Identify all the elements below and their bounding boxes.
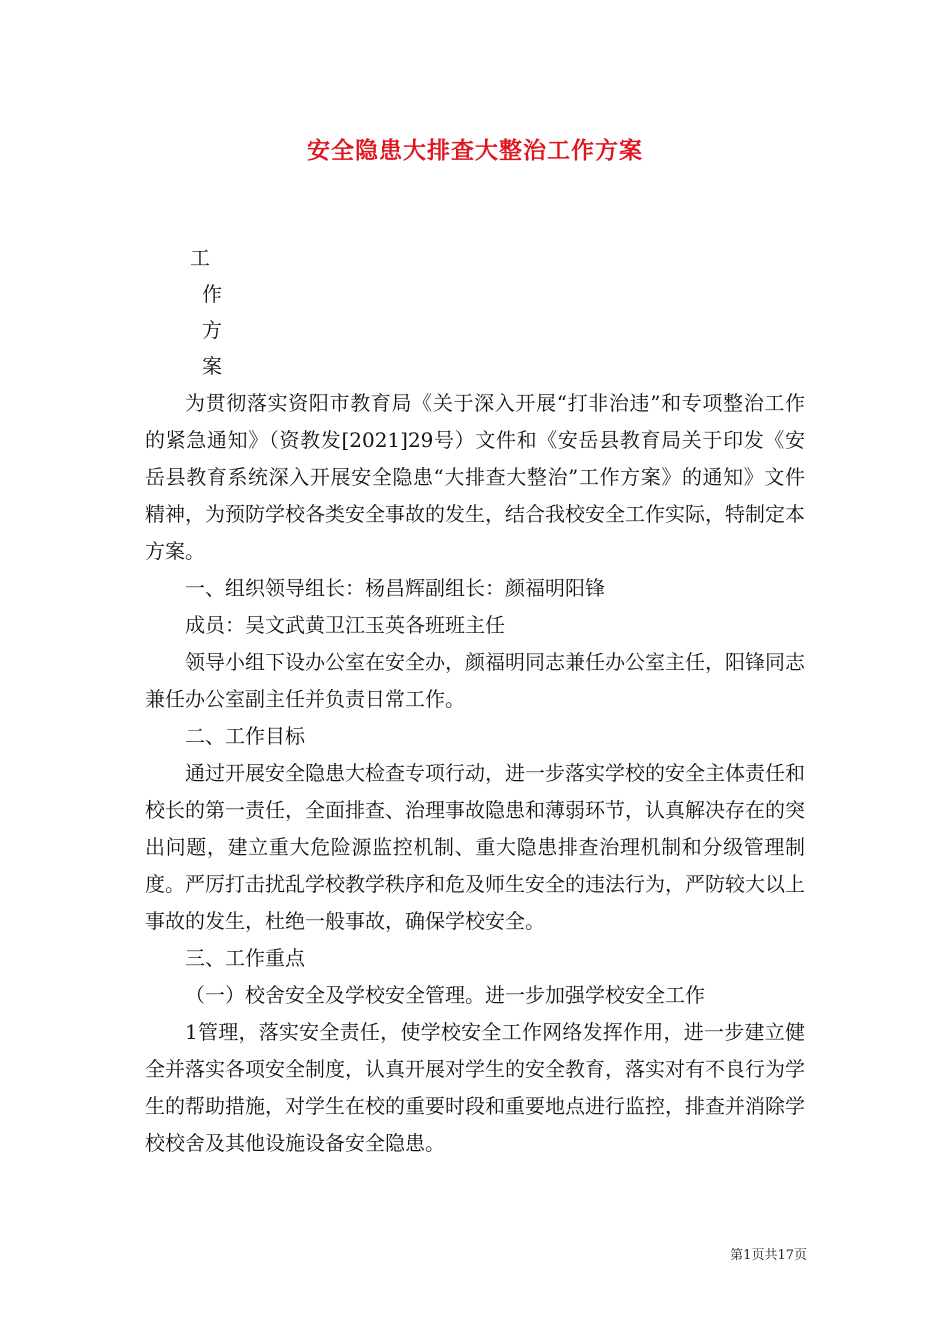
- focus-item-paragraph: 1管理，落实安全责任，使学校安全工作网络发挥作用，进一步建立健全并落实各项安全制度，认真开展对学生的安全教育，落实对有不良行为学生的帮助措施，对学生在校的重要时段和重要地点进行监控，排查并消除学校校舍及其他设施设备安全隐患。: [145, 1020, 805, 1155]
- page-number-footer: 第1页共17页: [730, 1248, 807, 1263]
- document-body: [145, 385, 805, 1162]
- document-title: 安全隐患大排查大整治工作方案: [307, 137, 643, 164]
- members-paragraph: 成员：吴文武黄卫江玉英各班班主任: [185, 613, 505, 637]
- vertical-heading-char: 方: [202, 318, 222, 342]
- goals-paragraph: 通过开展安全隐患大检查专项行动，进一步落实学校的安全主体责任和校长的第一责任，全面排查、治理事故隐患和薄弱环节，认真解决存在的突出问题，建立重大危险源监控机制、重大隐患排查治理机制和分级管理制度。严厉打击扰乱学校教学秩序和危及师生安全的违法行为，严防较大以上事故的发生，杜绝一般事故，确保学校安全。: [145, 761, 805, 933]
- intro-paragraph: 为贯彻落实资阳市教育局《关于深入开展“打非治违”和专项整治工作的紧急通知》（资教发[2021]29号）文件和《安岳县教育局关于印发《安岳县教育系统深入开展安全隐患“大排查大整治”工作方案》的通知》文件精神，为预防学校各类安全事故的发生，结合我校安全工作实际，特制定本方案。: [145, 391, 805, 563]
- section-heading-goals: 二、工作目标: [185, 724, 305, 748]
- vertical-heading: [190, 240, 222, 384]
- section-heading-focus: 三、工作重点: [185, 946, 305, 970]
- vertical-heading-char: 案: [202, 354, 222, 378]
- section-heading-organization: 一、组织领导组长：杨昌辉副组长：颜福明阳锋: [185, 576, 605, 600]
- focus-item-heading: （一）校舍安全及学校安全管理。进一步加强学校安全工作: [185, 983, 705, 1007]
- office-paragraph: 领导小组下设办公室在安全办，颜福明同志兼任办公室主任，阳锋同志兼任办公室副主任并负责日常工作。: [145, 650, 805, 711]
- vertical-heading-char: 工: [190, 246, 210, 270]
- vertical-heading-char: 作: [202, 282, 222, 306]
